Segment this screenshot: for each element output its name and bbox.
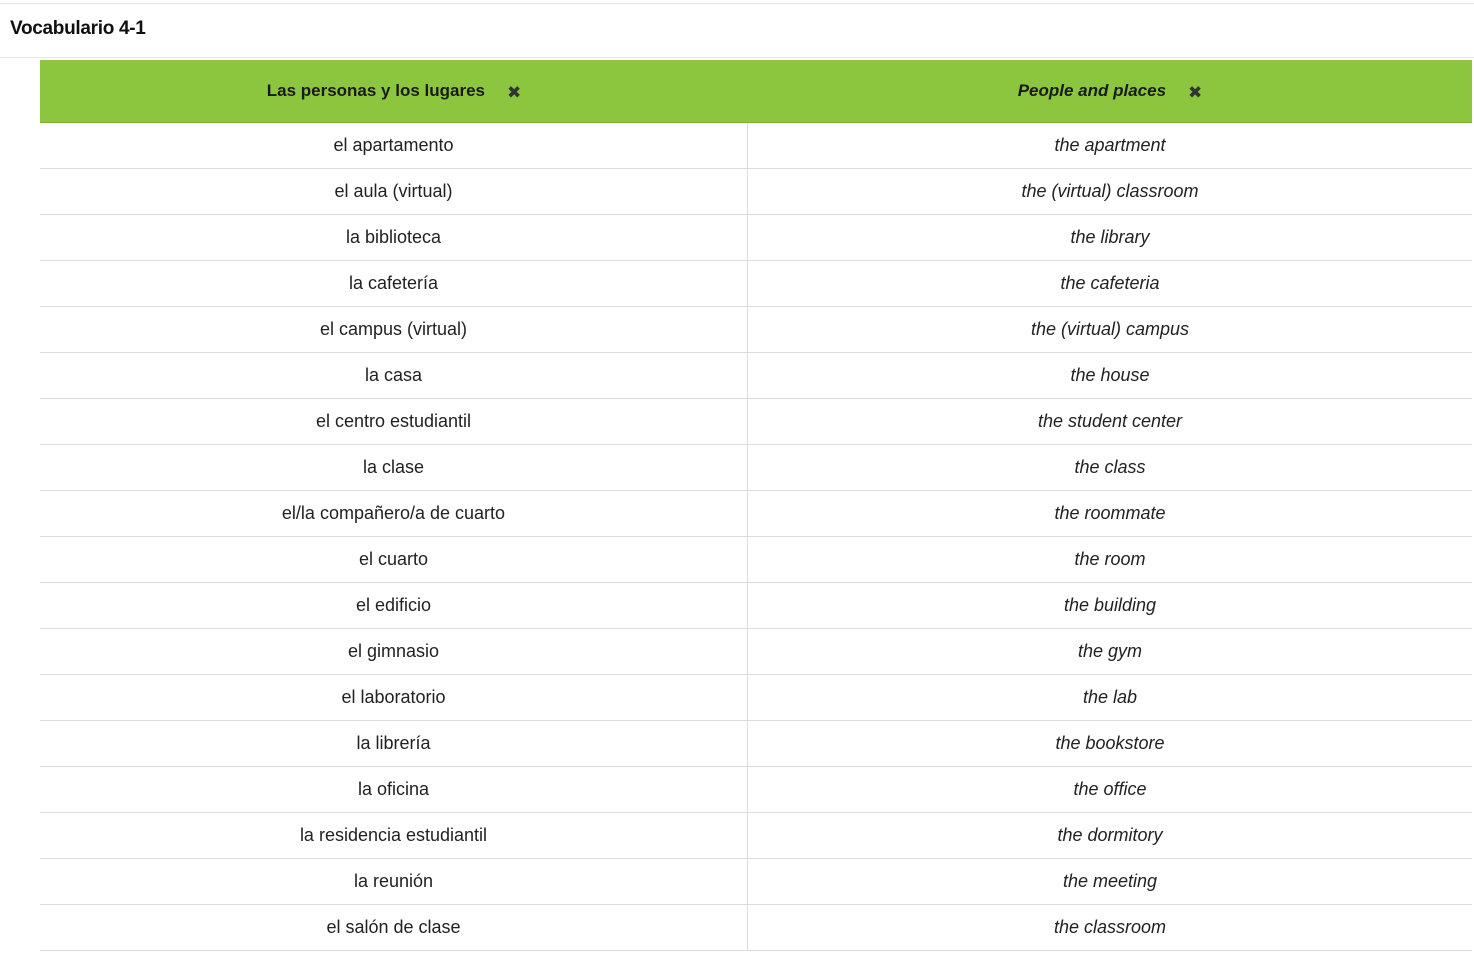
english-translation-cell: the class	[1074, 457, 1146, 477]
column-header-label: Las personas y los lugares	[266, 81, 485, 100]
english-translation-cell: the house	[1070, 365, 1150, 385]
english-translation-cell: the dormitory	[1057, 825, 1163, 845]
column-header-english	[748, 60, 1472, 122]
table-row	[40, 445, 1472, 491]
english-translation-cell: the apartment	[1054, 135, 1166, 155]
column-header-spanish	[40, 60, 748, 122]
english-translation-cell: the meeting	[1062, 871, 1158, 891]
table-row	[40, 675, 1472, 721]
spanish-term-cell: la biblioteca	[40, 215, 748, 260]
spanish-term-cell: el edificio	[40, 583, 748, 628]
english-translation-cell: the room	[1074, 549, 1146, 569]
table-row	[40, 169, 1472, 215]
english-translation-cell: the (virtual) campus	[1030, 319, 1190, 339]
english-translation-cell: the classroom	[1053, 917, 1167, 937]
spanish-term-cell: el centro estudiantil	[40, 399, 748, 444]
close-icon[interactable]: ✖	[507, 82, 522, 102]
english-translation-cell: the student center	[1037, 411, 1183, 431]
spanish-term-cell: el/la compañero/a de cuarto	[40, 491, 748, 536]
table-row	[40, 583, 1472, 629]
spanish-term-cell: la residencia estudiantil	[40, 813, 748, 858]
spanish-term-cell: el cuarto	[40, 537, 748, 582]
table-row	[40, 307, 1472, 353]
table-row	[40, 399, 1472, 445]
table-row	[40, 215, 1472, 261]
table-row	[40, 123, 1472, 169]
spanish-term-cell: el apartamento	[40, 123, 748, 168]
vocabulary-table	[40, 60, 1472, 951]
table-row	[40, 491, 1472, 537]
spanish-term-cell: el aula (virtual)	[40, 169, 748, 214]
english-translation-cell: the lab	[1082, 687, 1138, 707]
table-row	[40, 721, 1472, 767]
english-translation-cell: the office	[1073, 779, 1147, 799]
table-row	[40, 261, 1472, 307]
spanish-term-cell: la clase	[40, 445, 748, 490]
spanish-term-cell: la oficina	[40, 767, 748, 812]
spanish-term-cell: la librería	[40, 721, 748, 766]
page-title: Vocabulario 4-1	[10, 18, 146, 39]
table-row	[40, 537, 1472, 583]
table-row	[40, 629, 1472, 675]
table-row	[40, 767, 1472, 813]
spanish-term-cell: la casa	[40, 353, 748, 398]
english-translation-cell: the (virtual) classroom	[1021, 181, 1199, 201]
english-translation-cell: the gym	[1077, 641, 1143, 661]
title-bar	[0, 4, 1474, 58]
spanish-term-cell: el campus (virtual)	[40, 307, 748, 352]
english-translation-cell: the library	[1070, 227, 1150, 247]
table-row	[40, 859, 1472, 905]
spanish-term-cell: el gimnasio	[40, 629, 748, 674]
table-row	[40, 813, 1472, 859]
spanish-term-cell: la reunión	[40, 859, 748, 904]
table-header-row	[40, 60, 1472, 123]
table-row	[40, 353, 1472, 399]
english-translation-cell: the roommate	[1054, 503, 1166, 523]
spanish-term-cell: el salón de clase	[40, 905, 748, 950]
column-header-label: People and places	[1017, 81, 1167, 100]
table-body	[40, 123, 1472, 951]
spanish-term-cell: el laboratorio	[40, 675, 748, 720]
english-translation-cell: the building	[1063, 595, 1157, 615]
english-translation-cell: the cafeteria	[1060, 273, 1160, 293]
english-translation-cell: the bookstore	[1055, 733, 1165, 753]
close-icon[interactable]: ✖	[1188, 82, 1203, 102]
spanish-term-cell: la cafetería	[40, 261, 748, 306]
table-row	[40, 905, 1472, 951]
